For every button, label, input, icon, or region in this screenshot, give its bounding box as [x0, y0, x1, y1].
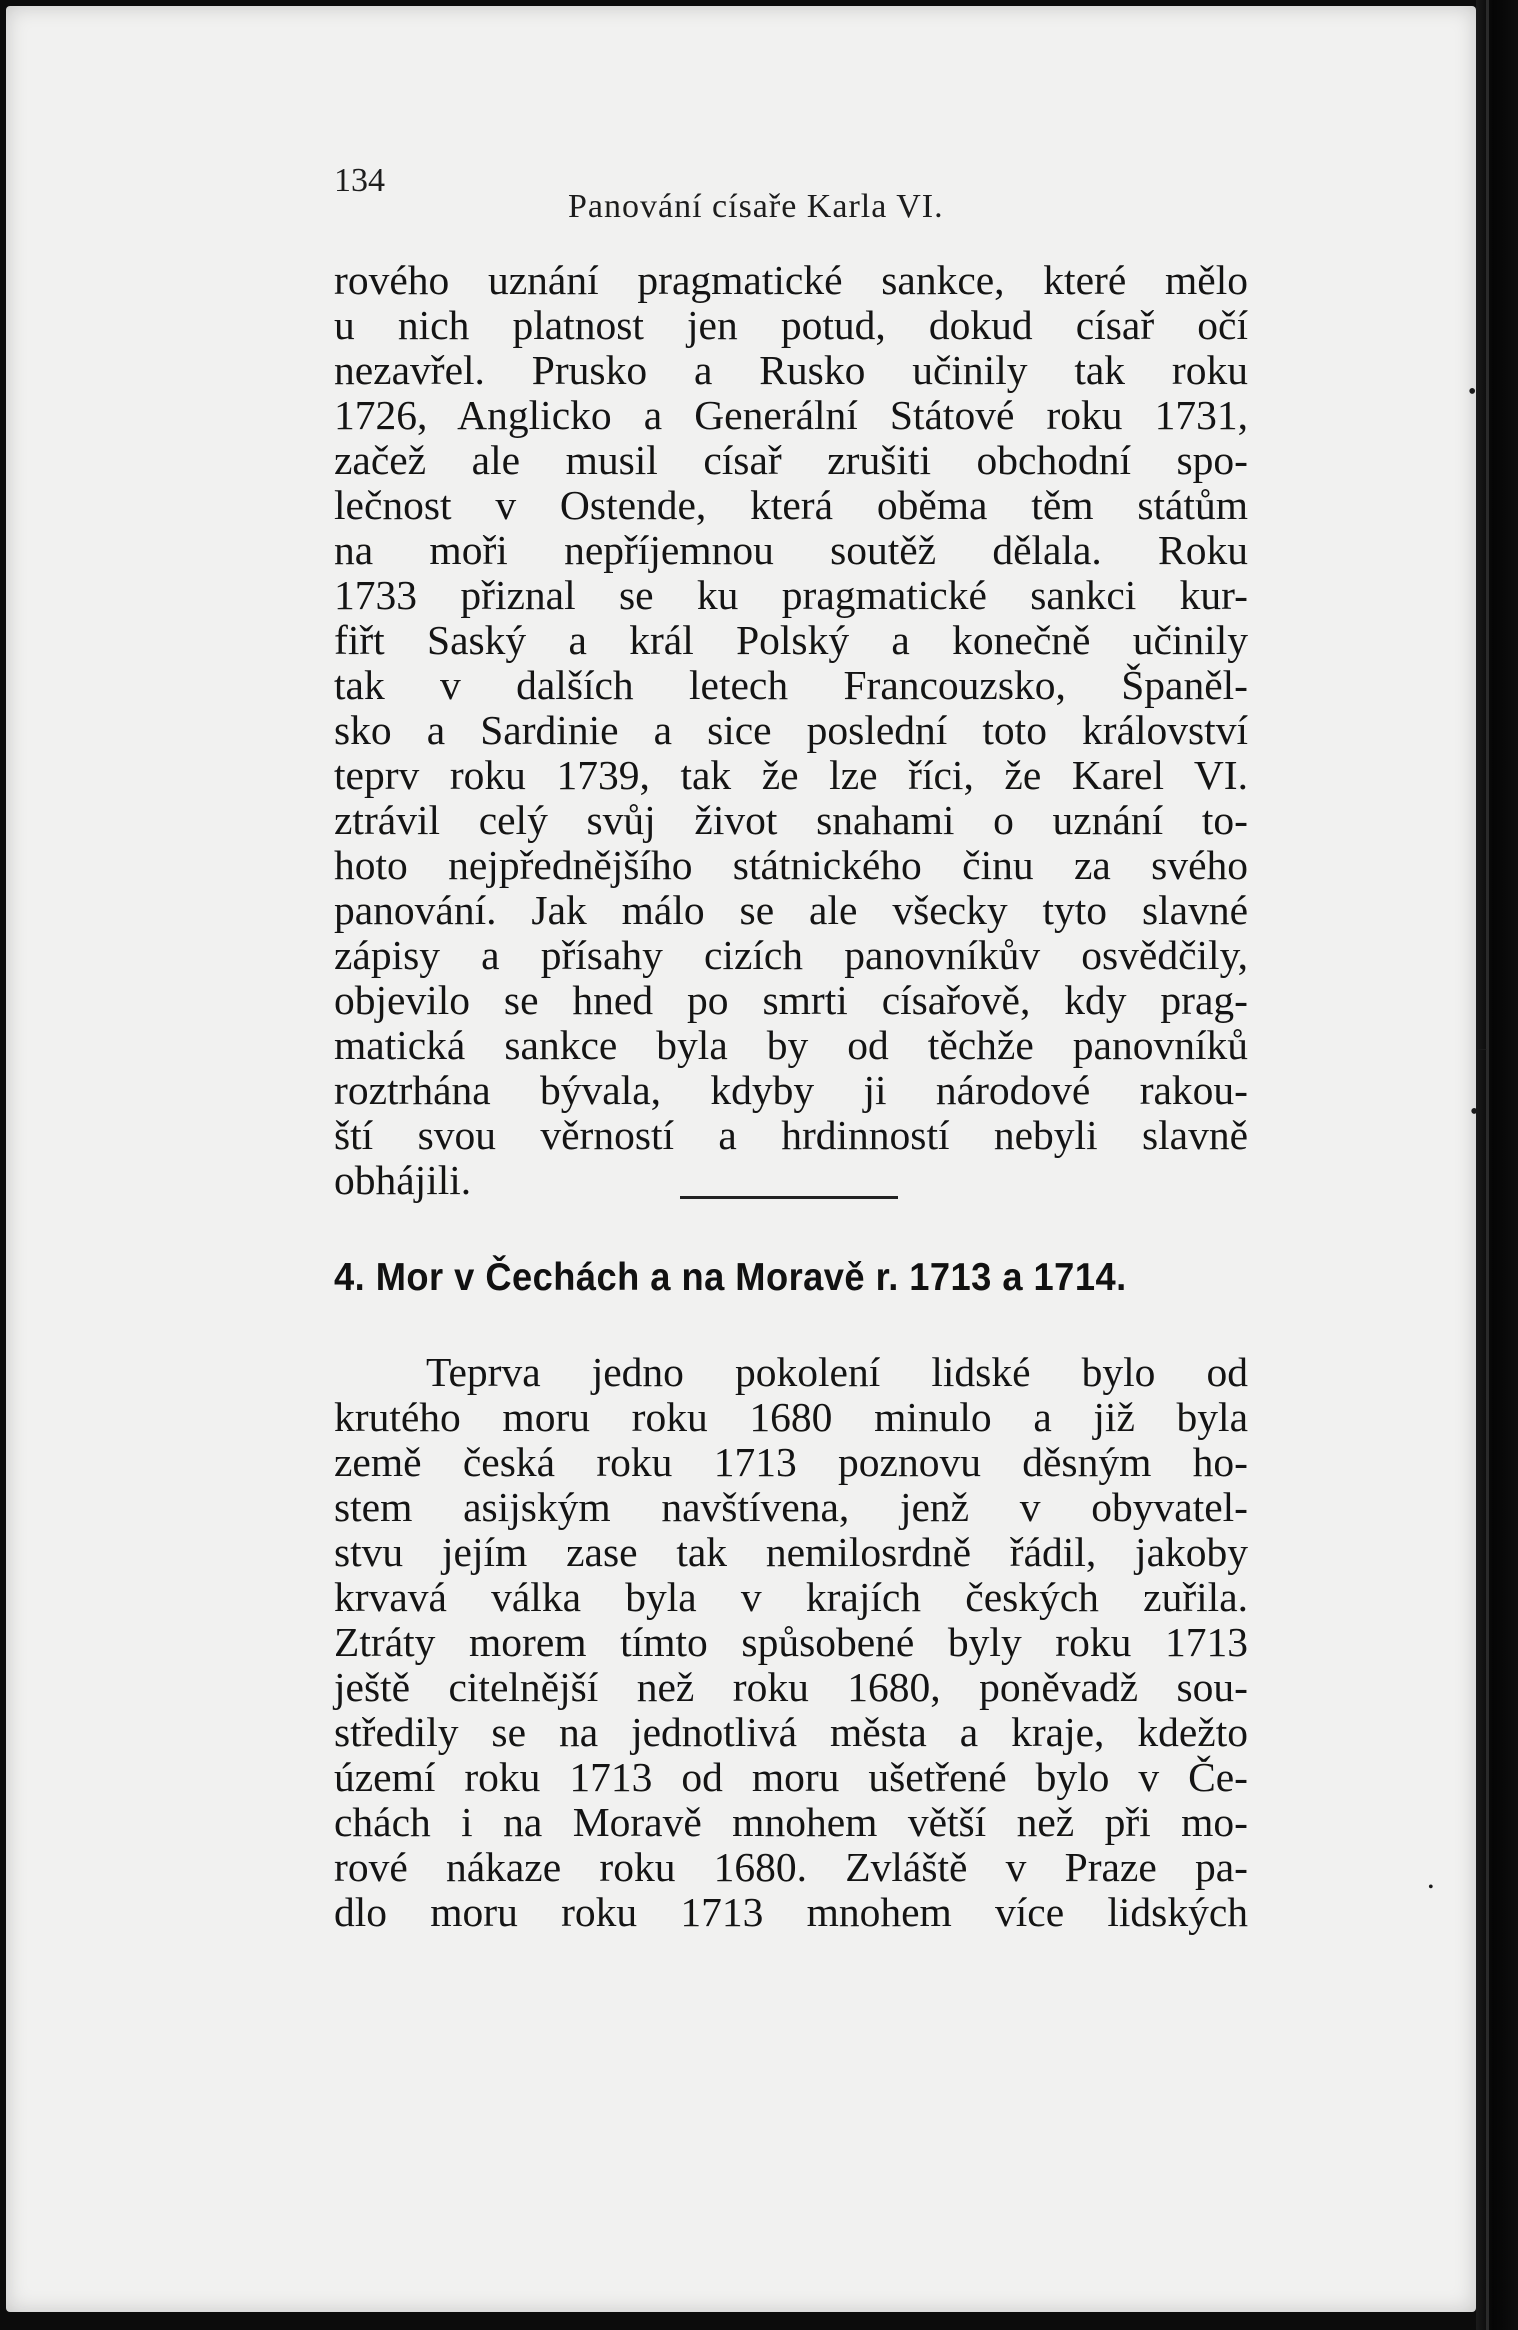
- margin-speck: •: [1428, 1879, 1434, 1896]
- margin-speck: ⌐: [1476, 1039, 1488, 1061]
- text-line: sko a Sardinie a sice poslední toto království: [334, 707, 1248, 753]
- text-line: zápisy a přísahy cizích panovníkův osvědčily,: [334, 932, 1248, 978]
- text-line: chách i na Moravě mnohem větší než při mo-: [334, 1799, 1248, 1845]
- text-line: objevilo se hned po smrti císařově, kdy prag-: [334, 977, 1248, 1023]
- text-line: 1733 přiznal se ku pragmatické sankci kur-: [334, 572, 1248, 618]
- page-edge-line: [1486, 0, 1489, 2330]
- text-line: u nich platnost jen potud, dokud císař očí: [334, 302, 1248, 348]
- text-line: země česká roku 1713 poznovu děsným ho-: [334, 1439, 1248, 1485]
- text-line: rové nákaze roku 1680. Zvláště v Praze pa-: [334, 1844, 1248, 1890]
- margin-speck: •: [1468, 379, 1477, 405]
- text-line: fiřt Saský a král Polský a konečně učinily: [334, 617, 1248, 663]
- text-line: krvavá válka byla v krajích českých zuřila.: [334, 1574, 1248, 1620]
- text-line: začež ale musil císař zrušiti obchodní spo-: [334, 437, 1248, 483]
- text-line: dlo moru roku 1713 mnohem více lidských: [334, 1889, 1248, 1935]
- text-line: stem asijským navštívena, jenž v obyvatel-: [334, 1484, 1248, 1530]
- text-line: stvu jejím zase tak nemilosrdně řádil, jakoby: [334, 1529, 1248, 1575]
- text-line: obhájili.: [334, 1157, 472, 1203]
- text-line: ztrávil celý svůj život snahami o uznání to-: [334, 797, 1248, 843]
- page-number: 134: [334, 162, 385, 199]
- text-line: roztrhána bývala, kdyby ji národové rakou-: [334, 1067, 1248, 1113]
- text-line: středily se na jednotlivá města a kraje, kdežto: [334, 1709, 1248, 1755]
- text-line: území roku 1713 od moru ušetřené bylo v Če-: [334, 1754, 1248, 1800]
- text-line: lečnost v Ostende, která oběma těm státům: [334, 482, 1248, 528]
- margin-speck: •: [1470, 1099, 1479, 1125]
- section-divider: [680, 1196, 898, 1199]
- text-line: nezavřel. Prusko a Rusko učinily tak roku: [334, 347, 1248, 393]
- running-title: Panování císaře Karla VI.: [568, 188, 944, 225]
- text-line: panování. Jak málo se ale všecky tyto slavné: [334, 887, 1248, 933]
- text-line: Ztráty morem tímto spůsobené byly roku 1713: [334, 1619, 1248, 1665]
- text-line: tak v dalších letech Francouzsko, Španěl-: [334, 662, 1248, 708]
- text-line: krutého moru roku 1680 minulo a již byla: [334, 1394, 1248, 1440]
- text-line: Teprva jedno pokolení lidské bylo od: [426, 1349, 1248, 1395]
- continued-paragraph: [334, 258, 1248, 1203]
- text-line: ještě citelnější než roku 1680, poněvadž sou-: [334, 1664, 1248, 1710]
- text-line: matická sankce byla by od těchže panovníků: [334, 1022, 1248, 1068]
- text-line: rového uznání pragmatické sankce, které mělo: [334, 257, 1248, 303]
- text-line: 1726, Anglicko a Generální Státové roku 1731,: [334, 392, 1248, 438]
- book-spine-shadow: [1476, 0, 1518, 2330]
- text-line: hoto nejpřednějšího státnického činu za svého: [334, 842, 1248, 888]
- text-line: na moři nepříjemnou soutěž dělala. Roku: [334, 527, 1248, 573]
- section-heading: 4. Mor v Čechách a na Moravě r. 1713 a 1714.: [334, 1256, 1127, 1299]
- text-line: teprv roku 1739, tak že lze říci, že Karel VI.: [334, 752, 1248, 798]
- text-line: ští svou věrností a hrdinností nebyli slavně: [334, 1112, 1248, 1158]
- section-paragraph: [334, 1350, 1248, 1935]
